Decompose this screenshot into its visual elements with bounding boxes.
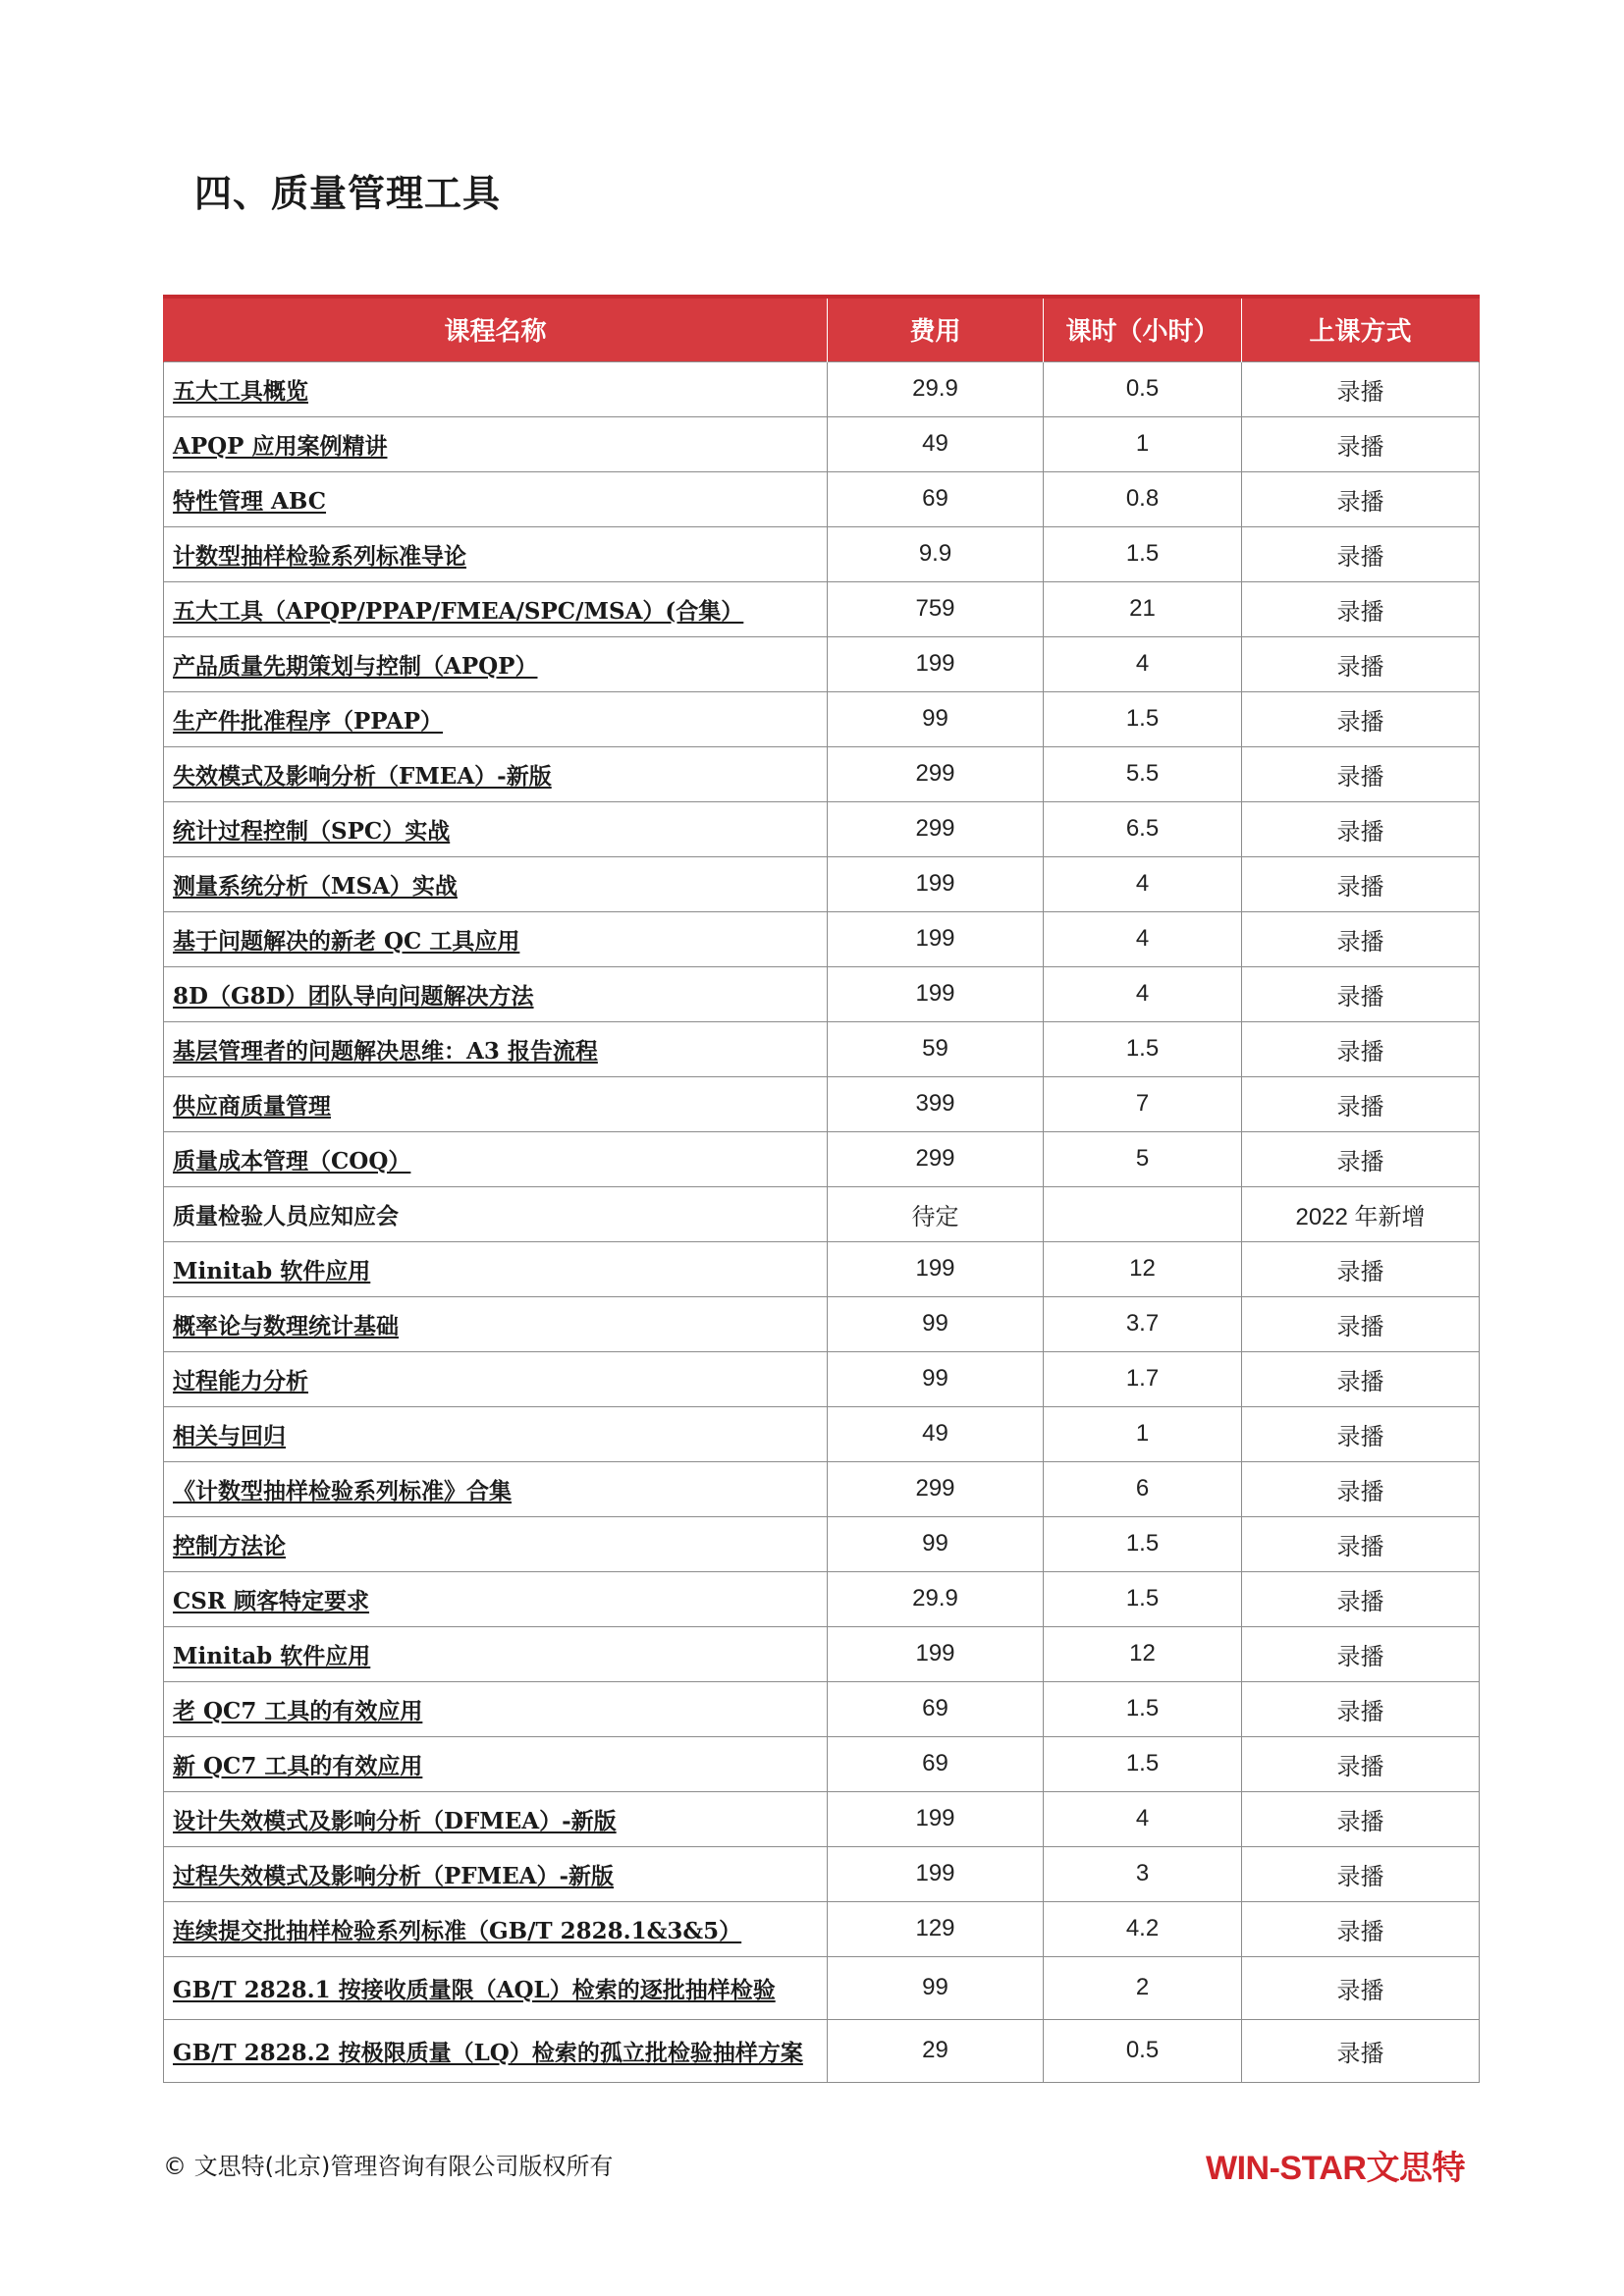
fee-cell: 399	[828, 1076, 1044, 1131]
mode-cell: 录播	[1242, 1351, 1480, 1406]
table-row	[164, 1241, 1480, 1296]
header-fee: 费用	[828, 297, 1044, 361]
hours-cell: 1.5	[1044, 1681, 1242, 1736]
course-link[interactable]: 过程能力分析	[173, 1367, 308, 1394]
course-link[interactable]: 计数型抽样检验系列标准导论	[173, 542, 466, 570]
mode-cell: 录播	[1242, 1021, 1480, 1076]
mode-cell: 录播	[1242, 1131, 1480, 1186]
table-row	[164, 911, 1480, 966]
hours-cell: 1.5	[1044, 526, 1242, 581]
mode-cell: 录播	[1242, 361, 1480, 416]
course-link[interactable]: Minitab 软件应用	[173, 1642, 371, 1669]
table-row	[164, 1131, 1480, 1186]
table-row	[164, 1846, 1480, 1901]
course-name-cell	[164, 1681, 828, 1736]
mode-cell: 录播	[1242, 1846, 1480, 1901]
table-row	[164, 1351, 1480, 1406]
course-link[interactable]: CSR 顾客特定要求	[173, 1587, 370, 1614]
course-name: 质量检验人员应知应会	[173, 1202, 399, 1230]
table-body	[164, 361, 1480, 2082]
hours-cell: 1.5	[1044, 691, 1242, 746]
course-name-cell	[164, 966, 828, 1021]
hours-cell: 21	[1044, 581, 1242, 636]
course-link[interactable]: APQP 应用案例精讲	[173, 432, 388, 460]
table-row	[164, 1406, 1480, 1461]
hours-cell: 4.2	[1044, 1901, 1242, 1956]
fee-cell: 199	[828, 911, 1044, 966]
course-link[interactable]: 供应商质量管理	[173, 1092, 331, 1120]
fee-cell: 29.9	[828, 1571, 1044, 1626]
table-row	[164, 746, 1480, 801]
fee-cell: 待定	[828, 1186, 1044, 1241]
fee-cell: 29.9	[828, 361, 1044, 416]
header-hours: 课时（小时）	[1044, 297, 1242, 361]
fee-cell: 199	[828, 1626, 1044, 1681]
hours-cell: 1.5	[1044, 1021, 1242, 1076]
mode-cell: 录播	[1242, 966, 1480, 1021]
fee-cell: 99	[828, 1956, 1044, 2019]
table-row	[164, 636, 1480, 691]
course-table-container	[163, 295, 1479, 2083]
table-row	[164, 416, 1480, 471]
table-row	[164, 1681, 1480, 1736]
hours-cell: 1.5	[1044, 1571, 1242, 1626]
hours-cell: 1.5	[1044, 1736, 1242, 1791]
course-name-cell	[164, 636, 828, 691]
table-row	[164, 1461, 1480, 1516]
fee-cell: 99	[828, 1351, 1044, 1406]
table-row	[164, 1021, 1480, 1076]
hours-cell: 0.5	[1044, 2019, 1242, 2082]
fee-cell: 29	[828, 2019, 1044, 2082]
mode-cell: 录播	[1242, 856, 1480, 911]
course-link[interactable]: Minitab 软件应用	[173, 1257, 371, 1285]
mode-cell: 2022 年新增	[1242, 1186, 1480, 1241]
course-name-cell	[164, 581, 828, 636]
table-row	[164, 1571, 1480, 1626]
fee-cell: 49	[828, 1406, 1044, 1461]
course-name-cell	[164, 1901, 828, 1956]
course-link[interactable]: 控制方法论	[173, 1532, 286, 1559]
course-link[interactable]: 相关与回归	[173, 1422, 286, 1449]
table-row	[164, 361, 1480, 416]
course-link[interactable]: 产品质量先期策划与控制（APQP）	[173, 652, 538, 680]
fee-cell: 9.9	[828, 526, 1044, 581]
fee-cell: 199	[828, 1791, 1044, 1846]
course-name-cell	[164, 1736, 828, 1791]
hours-cell: 2	[1044, 1956, 1242, 2019]
hours-cell: 1	[1044, 1406, 1242, 1461]
course-link[interactable]: 失效模式及影响分析（FMEA）-新版	[173, 762, 552, 790]
mode-cell: 录播	[1242, 1516, 1480, 1571]
hours-cell: 1.5	[1044, 1516, 1242, 1571]
course-name-cell	[164, 801, 828, 856]
fee-cell: 69	[828, 471, 1044, 526]
hours-cell	[1044, 1186, 1242, 1241]
mode-cell: 录播	[1242, 1296, 1480, 1351]
course-link[interactable]: GB/T 2828.2 按极限质量（LQ）检索的孤立批检验抽样方案	[173, 2039, 803, 2066]
mode-cell: 录播	[1242, 1626, 1480, 1681]
course-link[interactable]: 8D（G8D）团队导向问题解决方法	[173, 982, 534, 1010]
mode-cell: 录播	[1242, 1901, 1480, 1956]
course-name-cell	[164, 361, 828, 416]
header-mode: 上课方式	[1242, 297, 1480, 361]
hours-cell: 3.7	[1044, 1296, 1242, 1351]
course-link[interactable]: 设计失效模式及影响分析（DFMEA）-新版	[173, 1807, 617, 1834]
table-row	[164, 691, 1480, 746]
mode-cell: 录播	[1242, 691, 1480, 746]
hours-cell: 6.5	[1044, 801, 1242, 856]
fee-cell: 299	[828, 801, 1044, 856]
table-row	[164, 1736, 1480, 1791]
table-row	[164, 1516, 1480, 1571]
fee-cell: 759	[828, 581, 1044, 636]
course-name-cell	[164, 1296, 828, 1351]
hours-cell: 0.8	[1044, 471, 1242, 526]
table-row	[164, 2019, 1480, 2082]
course-name-cell	[164, 1186, 828, 1241]
table-row	[164, 1076, 1480, 1131]
table-row	[164, 471, 1480, 526]
course-link[interactable]: 基于问题解决的新老 QC 工具应用	[173, 927, 520, 955]
course-name-cell	[164, 1406, 828, 1461]
hours-cell: 4	[1044, 1791, 1242, 1846]
fee-cell: 199	[828, 1846, 1044, 1901]
mode-cell: 录播	[1242, 911, 1480, 966]
course-link[interactable]: 概率论与数理统计基础	[173, 1312, 399, 1339]
table-row	[164, 1901, 1480, 1956]
course-name-cell	[164, 1021, 828, 1076]
mode-cell: 录播	[1242, 1406, 1480, 1461]
mode-cell: 录播	[1242, 471, 1480, 526]
fee-cell: 299	[828, 1461, 1044, 1516]
fee-cell: 99	[828, 1296, 1044, 1351]
mode-cell: 录播	[1242, 1076, 1480, 1131]
course-link[interactable]: GB/T 2828.1 按接收质量限（AQL）检索的逐批抽样检验	[173, 1976, 776, 2003]
course-name-cell	[164, 416, 828, 471]
hours-cell: 4	[1044, 966, 1242, 1021]
course-name-cell	[164, 691, 828, 746]
hours-cell: 5	[1044, 1131, 1242, 1186]
course-link[interactable]: 五大工具（APQP/PPAP/FMEA/SPC/MSA）(合集）	[173, 597, 744, 625]
course-link[interactable]: 生产件批准程序（PPAP）	[173, 707, 444, 735]
course-name-cell	[164, 1461, 828, 1516]
mode-cell: 录播	[1242, 1241, 1480, 1296]
course-name-cell	[164, 526, 828, 581]
mode-cell: 录播	[1242, 526, 1480, 581]
fee-cell: 199	[828, 636, 1044, 691]
hours-cell: 7	[1044, 1076, 1242, 1131]
fee-cell: 299	[828, 746, 1044, 801]
hours-cell: 4	[1044, 856, 1242, 911]
course-name-cell	[164, 1626, 828, 1681]
table-row	[164, 966, 1480, 1021]
mode-cell: 录播	[1242, 1736, 1480, 1791]
mode-cell: 录播	[1242, 1791, 1480, 1846]
hours-cell: 12	[1044, 1626, 1242, 1681]
course-link[interactable]: 特性管理 ABC	[173, 487, 327, 515]
fee-cell: 199	[828, 856, 1044, 911]
course-name-cell	[164, 911, 828, 966]
course-name-cell	[164, 856, 828, 911]
mode-cell: 录播	[1242, 636, 1480, 691]
course-name-cell	[164, 746, 828, 801]
mode-cell: 录播	[1242, 1461, 1480, 1516]
section-title: 四、质量管理工具	[194, 172, 502, 215]
table-row	[164, 856, 1480, 911]
mode-cell: 录播	[1242, 1571, 1480, 1626]
fee-cell: 99	[828, 1516, 1044, 1571]
course-name-cell	[164, 1241, 828, 1296]
mode-cell: 录播	[1242, 581, 1480, 636]
fee-cell: 199	[828, 1241, 1044, 1296]
hours-cell: 1.7	[1044, 1351, 1242, 1406]
course-link[interactable]: 质量成本管理（COQ）	[173, 1147, 411, 1175]
course-name-cell	[164, 471, 828, 526]
fee-cell: 69	[828, 1681, 1044, 1736]
fee-cell: 69	[828, 1736, 1044, 1791]
table-row	[164, 581, 1480, 636]
hours-cell: 6	[1044, 1461, 1242, 1516]
fee-cell: 199	[828, 966, 1044, 1021]
course-link[interactable]: 《计数型抽样检验系列标准》合集	[173, 1477, 512, 1504]
hours-cell: 4	[1044, 911, 1242, 966]
course-link[interactable]: 统计过程控制（SPC）实战	[173, 817, 451, 845]
footer-copyright: © 文思特(北京)管理咨询有限公司版权所有	[163, 2153, 614, 2180]
course-name-cell	[164, 1076, 828, 1131]
course-name-cell	[164, 1571, 828, 1626]
table-row	[164, 1186, 1480, 1241]
header-course-name: 课程名称	[164, 297, 828, 361]
hours-cell: 12	[1044, 1241, 1242, 1296]
course-name-cell	[164, 1846, 828, 1901]
table-row	[164, 1791, 1480, 1846]
table-header-row	[164, 297, 1480, 361]
course-name-cell	[164, 1791, 828, 1846]
course-name-cell	[164, 1351, 828, 1406]
course-link[interactable]: 过程失效模式及影响分析（PFMEA）-新版	[173, 1862, 615, 1889]
hours-cell: 3	[1044, 1846, 1242, 1901]
course-name-cell	[164, 1516, 828, 1571]
table-row	[164, 1956, 1480, 2019]
course-table	[163, 295, 1480, 2083]
course-link[interactable]: 五大工具概览	[173, 377, 308, 405]
mode-cell: 录播	[1242, 416, 1480, 471]
hours-cell: 4	[1044, 636, 1242, 691]
course-link[interactable]: 老 QC7 工具的有效应用	[173, 1697, 423, 1724]
fee-cell: 129	[828, 1901, 1044, 1956]
fee-cell: 99	[828, 691, 1044, 746]
mode-cell: 录播	[1242, 1956, 1480, 2019]
course-name-cell	[164, 1956, 828, 2019]
course-link[interactable]: 基层管理者的问题解决思维：A3 报告流程	[173, 1037, 598, 1065]
fee-cell: 299	[828, 1131, 1044, 1186]
hours-cell: 0.5	[1044, 361, 1242, 416]
fee-cell: 49	[828, 416, 1044, 471]
course-link[interactable]: 测量系统分析（MSA）实战	[173, 872, 458, 900]
table-row	[164, 801, 1480, 856]
course-link[interactable]: 连续提交批抽样检验系列标准（GB/T 2828.1&3&5）	[173, 1917, 742, 1944]
hours-cell: 1	[1044, 416, 1242, 471]
table-row	[164, 526, 1480, 581]
hours-cell: 5.5	[1044, 746, 1242, 801]
mode-cell: 录播	[1242, 746, 1480, 801]
table-row	[164, 1296, 1480, 1351]
footer-logo: WIN-STAR文思特	[1206, 2150, 1465, 2187]
fee-cell: 59	[828, 1021, 1044, 1076]
mode-cell: 录播	[1242, 801, 1480, 856]
table-row	[164, 1626, 1480, 1681]
course-name-cell	[164, 2019, 828, 2082]
mode-cell: 录播	[1242, 1681, 1480, 1736]
mode-cell: 录播	[1242, 2019, 1480, 2082]
course-link[interactable]: 新 QC7 工具的有效应用	[173, 1752, 423, 1779]
course-name-cell	[164, 1131, 828, 1186]
